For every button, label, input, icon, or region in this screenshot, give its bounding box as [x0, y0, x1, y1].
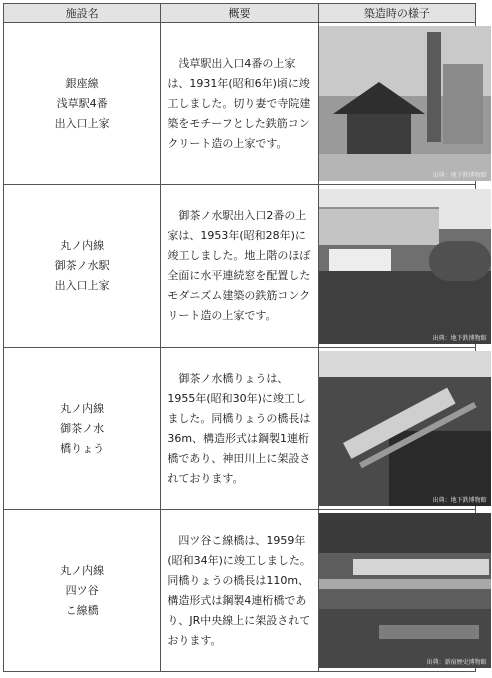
facility-line: 丸ノ内線 — [60, 563, 105, 577]
header-overview: 概要 — [161, 4, 318, 23]
photo-building — [443, 64, 483, 144]
facility-line: 丸ノ内線 — [60, 401, 105, 415]
photo-cell — [318, 348, 487, 510]
photo-asakusa-entrance — [319, 26, 491, 181]
table-row — [4, 185, 476, 348]
facility-line: 出入口上家 — [54, 116, 110, 130]
facility-line: 丸ノ内線 — [60, 239, 105, 252]
facility-line: 銀座線 — [65, 76, 99, 90]
table-row — [4, 23, 476, 185]
photo-entrance-body — [347, 114, 411, 158]
overview-cell: 浅草駅出入口4番の上家は、1931年(昭和6年)頃に竣工しました。切り妻で寺院建築をモチーフとした鉄筋コンクリート造の上家です。 — [161, 23, 318, 185]
overview-cell: 御茶ノ水駅出入口2番の上家は、1953年(昭和28年)に竣工しました。地上階のほぼ全面に水平連続窓を配置したモダニズム建築の鉄筋コンクリート造の上家です。 — [161, 185, 318, 348]
photo-cell — [318, 510, 487, 672]
photo-yotsuya-overpass — [319, 513, 491, 668]
photo-cell — [318, 23, 487, 185]
photo-trees-right — [429, 241, 491, 281]
overview-cell: 四ツ谷こ線橋は、1959年(昭和34年)に竣工しました。同橋りょうの橋長は110m、構造形式は鋼製4連桁橋であり、JR中央線上に架設されております。 — [161, 510, 318, 672]
header-construction-photo: 築造時の様子 — [318, 4, 475, 23]
facility-name-cell — [4, 348, 161, 510]
photo-credit: 出典：地下鉄博物館 — [432, 334, 487, 342]
facility-name-cell — [4, 23, 161, 185]
facility-line: 御茶ノ水駅 — [54, 259, 110, 272]
photo-tower — [427, 32, 441, 142]
photo-lower-train — [379, 625, 479, 639]
facility-line: 御茶ノ水 — [60, 421, 105, 435]
facility-name-cell — [4, 510, 161, 672]
table-row — [4, 348, 476, 510]
overview-cell: 御茶ノ水橋りょうは、1955年(昭和30年)に竣工しました。同橋りょうの橋長は36m、構造形式は鋼製1連桁橋であり、神田川上に架設されております。 — [161, 348, 318, 510]
photo-credit: 出典：地下鉄博物館 — [432, 497, 487, 504]
facility-line: 出入口上家 — [54, 279, 110, 292]
photo-credit: 出典：地下鉄博物館 — [432, 172, 487, 179]
facility-line: こ線橋 — [65, 603, 99, 617]
photo-credit: 出典：新宿歴史博物館 — [426, 659, 487, 666]
photo-ochanomizu-entrance — [319, 189, 491, 344]
photo-entrance-building — [329, 249, 391, 273]
header-row — [4, 4, 476, 23]
facility-line: 四ツ谷 — [65, 583, 99, 597]
facility-line: 浅草駅4番 — [56, 96, 108, 110]
table-row — [4, 510, 476, 672]
facilities-table — [3, 3, 487, 672]
facility-name-cell — [4, 185, 161, 348]
facility-line: 橋りょう — [60, 441, 105, 455]
header-facility-name: 施設名 — [4, 4, 161, 23]
photo-roof — [333, 82, 425, 114]
photo-sky — [319, 351, 491, 377]
photo-cell — [318, 185, 487, 348]
photo-trees — [319, 513, 491, 553]
photo-apartment-block — [319, 207, 439, 245]
photo-ochanomizu-bridge — [319, 351, 491, 506]
photo-overpass-deck — [319, 579, 491, 589]
photo-train — [353, 559, 489, 575]
